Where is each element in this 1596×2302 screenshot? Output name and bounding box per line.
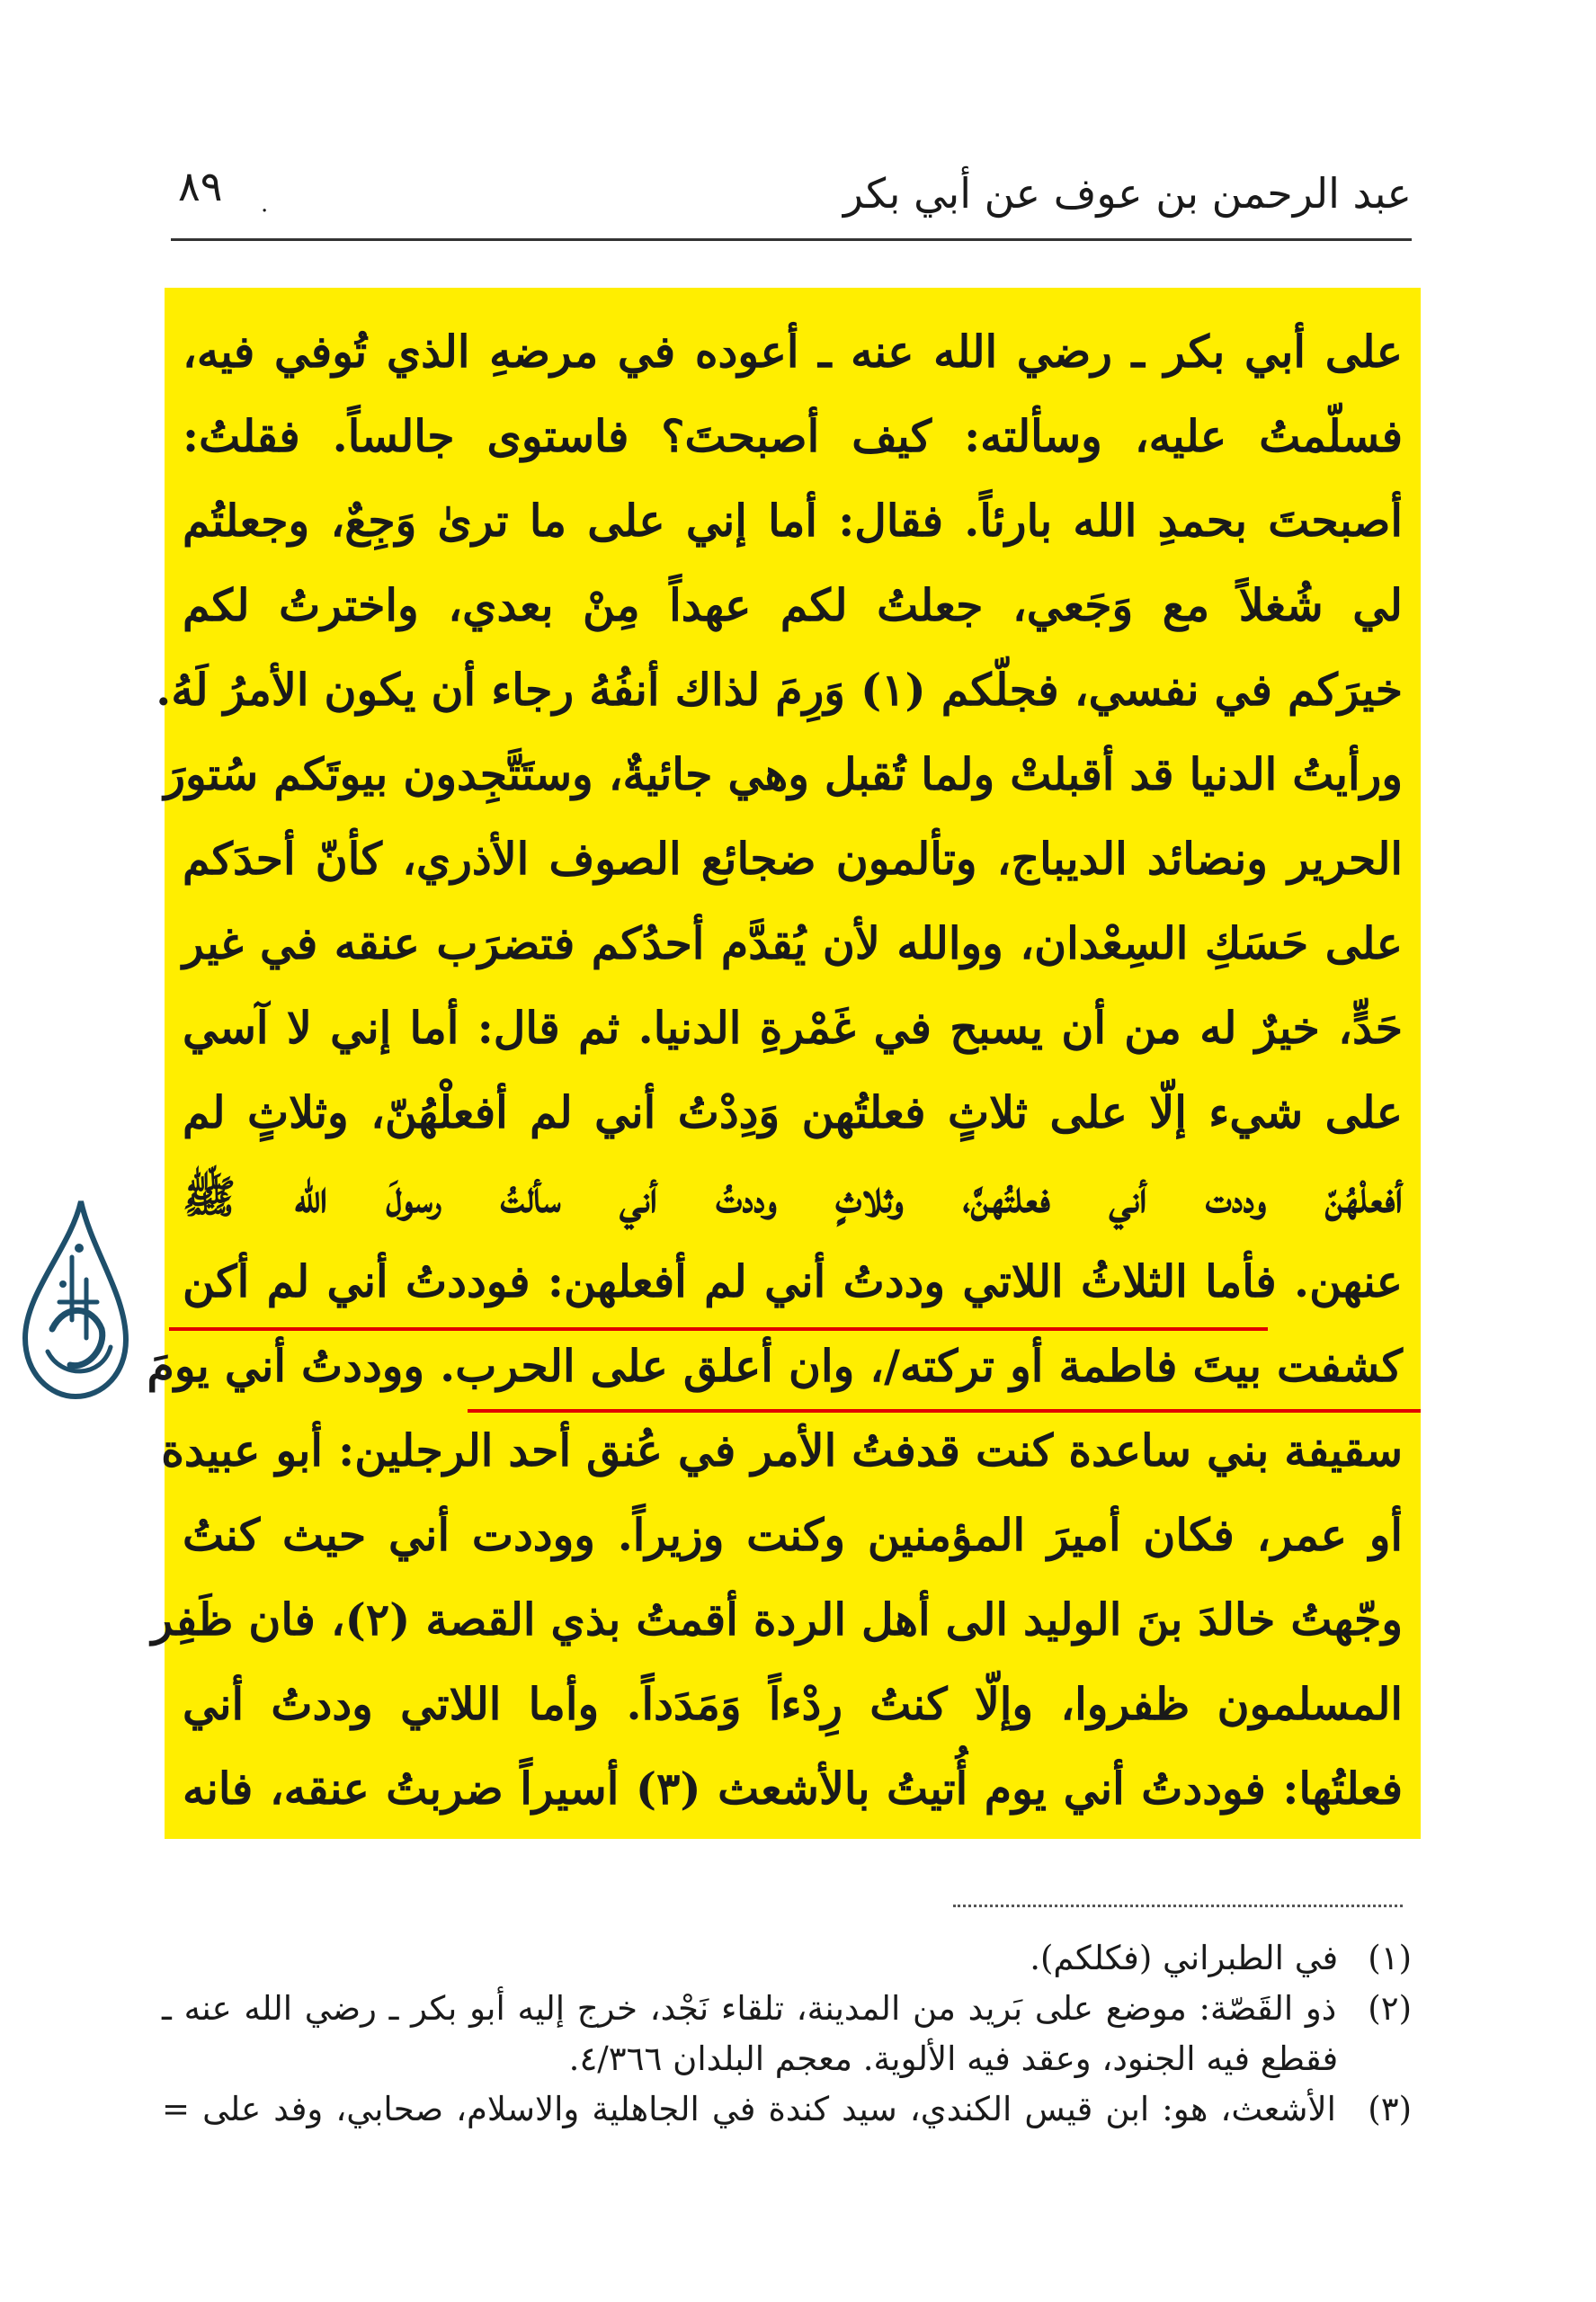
page-header: [171, 135, 1412, 234]
text-line-18: فعلتُها: فوددتُ أني يوم أُتيتُ بالأشعث (٣) أسيراً ضربتُ عنقه، فانه: [183, 1762, 1403, 1815]
page-number: ٨٩: [178, 162, 223, 210]
text-line-6: ورأيتُ الدنيا قد أقبلتْ ولما تُقبل وهي جائيةٌ، وستَتَّجِدون بيوتَكم سُتورَ: [164, 748, 1403, 800]
text-line-17: المسلمون ظفروا، وإلّا كنتُ رِدْءاً وَمَدَداً. وأما اللاتي وددتُ أني: [183, 1678, 1403, 1730]
footnote-3: [162, 2084, 1412, 2135]
footnote-number: (٣): [1368, 2090, 1412, 2128]
text-line-12: عنهن. فأما الثلاثُ اللاتي وددتُ أني لم أفعلهن: فوددتُ أني لم أكن: [183, 1255, 1403, 1307]
text-line-4: لي شُغلاً مع وَجَعي، جعلتُ لكم عهداً مِنْ بعدي، واخترتُ لكم: [183, 579, 1403, 631]
footnote-number: (٢): [1368, 1989, 1412, 2028]
text-line-9: حَدٍّ، خيرٌ له من أن يسبح في غَمْرةِ الدنيا. ثم قال: أما إني لا آسي: [183, 1002, 1403, 1054]
highlighted-body-text: [147, 288, 1421, 1839]
text-line-14: سقيفة بني ساعدة كنت قدفتُ الأمر في عُنق أحد الرجلين: أبو عبيدة: [161, 1424, 1403, 1477]
footnote-text: فقطع فيه الجنود، وعقد فيه الألوية. معجم البلدان ٤/٣٦٦.: [568, 2039, 1339, 2078]
red-underline-1: [169, 1327, 1268, 1331]
text-line-11: أفعلْهُنّ وددت أني فعلتُهنَّ، وثلاثٍ وددتُ أني سألتُ رسولَ الله ﷺ: [183, 1171, 1403, 1223]
text-line-13: كشفت بيتَ فاطمة أو تركته/، وان أعلق على الحرب. ووددتُ أني يومَ: [147, 1340, 1403, 1392]
footnote-2-continued: [162, 2034, 1412, 2084]
footnotes: [162, 1933, 1412, 2135]
running-title: عبد الرحمن بن عوف عن أبي بكر: [843, 169, 1412, 218]
text-line-7: الحرير ونضائد الديباج، وتألمون ضجائع الصوف الأذري، كأنّ أحدَكم: [183, 833, 1403, 885]
text-line-1: على أبي بكر ـ رضي الله عنه ـ أعوده في مرضهِ الذي تُوفي فيه،: [183, 326, 1403, 378]
header-dot: .: [261, 191, 269, 218]
header-rule: [171, 238, 1412, 241]
footnote-text: الأشعث، هو: ابن قيس الكندي، سيد كندة في الجاهلية والاسلام، صحابي، وفد على =: [162, 2090, 1336, 2128]
footnote-1: [162, 1933, 1412, 1984]
footnote-separator: [953, 1905, 1403, 1907]
text-line-2: فسلّمتُ عليه، وسألته: كيف أصبحتَ؟ فاستوى جالساً. فقلتُ:: [183, 410, 1403, 462]
calligraphic-teardrop-logo-icon: [16, 1194, 133, 1401]
footnote-text: في الطبراني (فكلكم).: [1030, 1939, 1339, 1977]
text-line-15: أو عمر، فكان أميرَ المؤمنين وكنت وزيراً. ووددت أني حيث كنتُ: [183, 1509, 1403, 1561]
text-line-3: أصبحتَ بحمدِ الله بارئاً. فقال: أما إني على ما ترىٰ وَجِعٌ، وجعلتُم: [183, 495, 1403, 547]
red-underline-2: [468, 1409, 1421, 1413]
footnote-2: [162, 1984, 1412, 2034]
text-line-8: على حَسَكِ السِعْدان، ووالله لأن يُقدَّم أحدُكم فتضرَب عنقه في غير: [183, 917, 1403, 969]
footnote-number: (١): [1368, 1939, 1412, 1977]
footnote-text: ذو القَصّة: موضع على بَريد من المدينة، تلقاء نَجْد، خرج إليه أبو بكر ـ رضي الله عنه ـ: [162, 1989, 1337, 2028]
text-line-5: خيرَكم في نفسي، فجلّكم (١) وَرِمَ لذاك أنفُهُ رجاء أن يكون الأمرُ لَهُ.: [156, 664, 1403, 716]
text-line-16: وجّهتُ خالدَ بنَ الوليد الى أهل الردة أقمتُ بذي القصة (٢)، فان ظَفِر: [151, 1593, 1403, 1646]
text-line-10: على شيء إلّا على ثلاثٍ فعلتُهن وَدِدْتُ أني لم أفعلْهُنّ، وثلاثٍ لم: [183, 1086, 1403, 1138]
